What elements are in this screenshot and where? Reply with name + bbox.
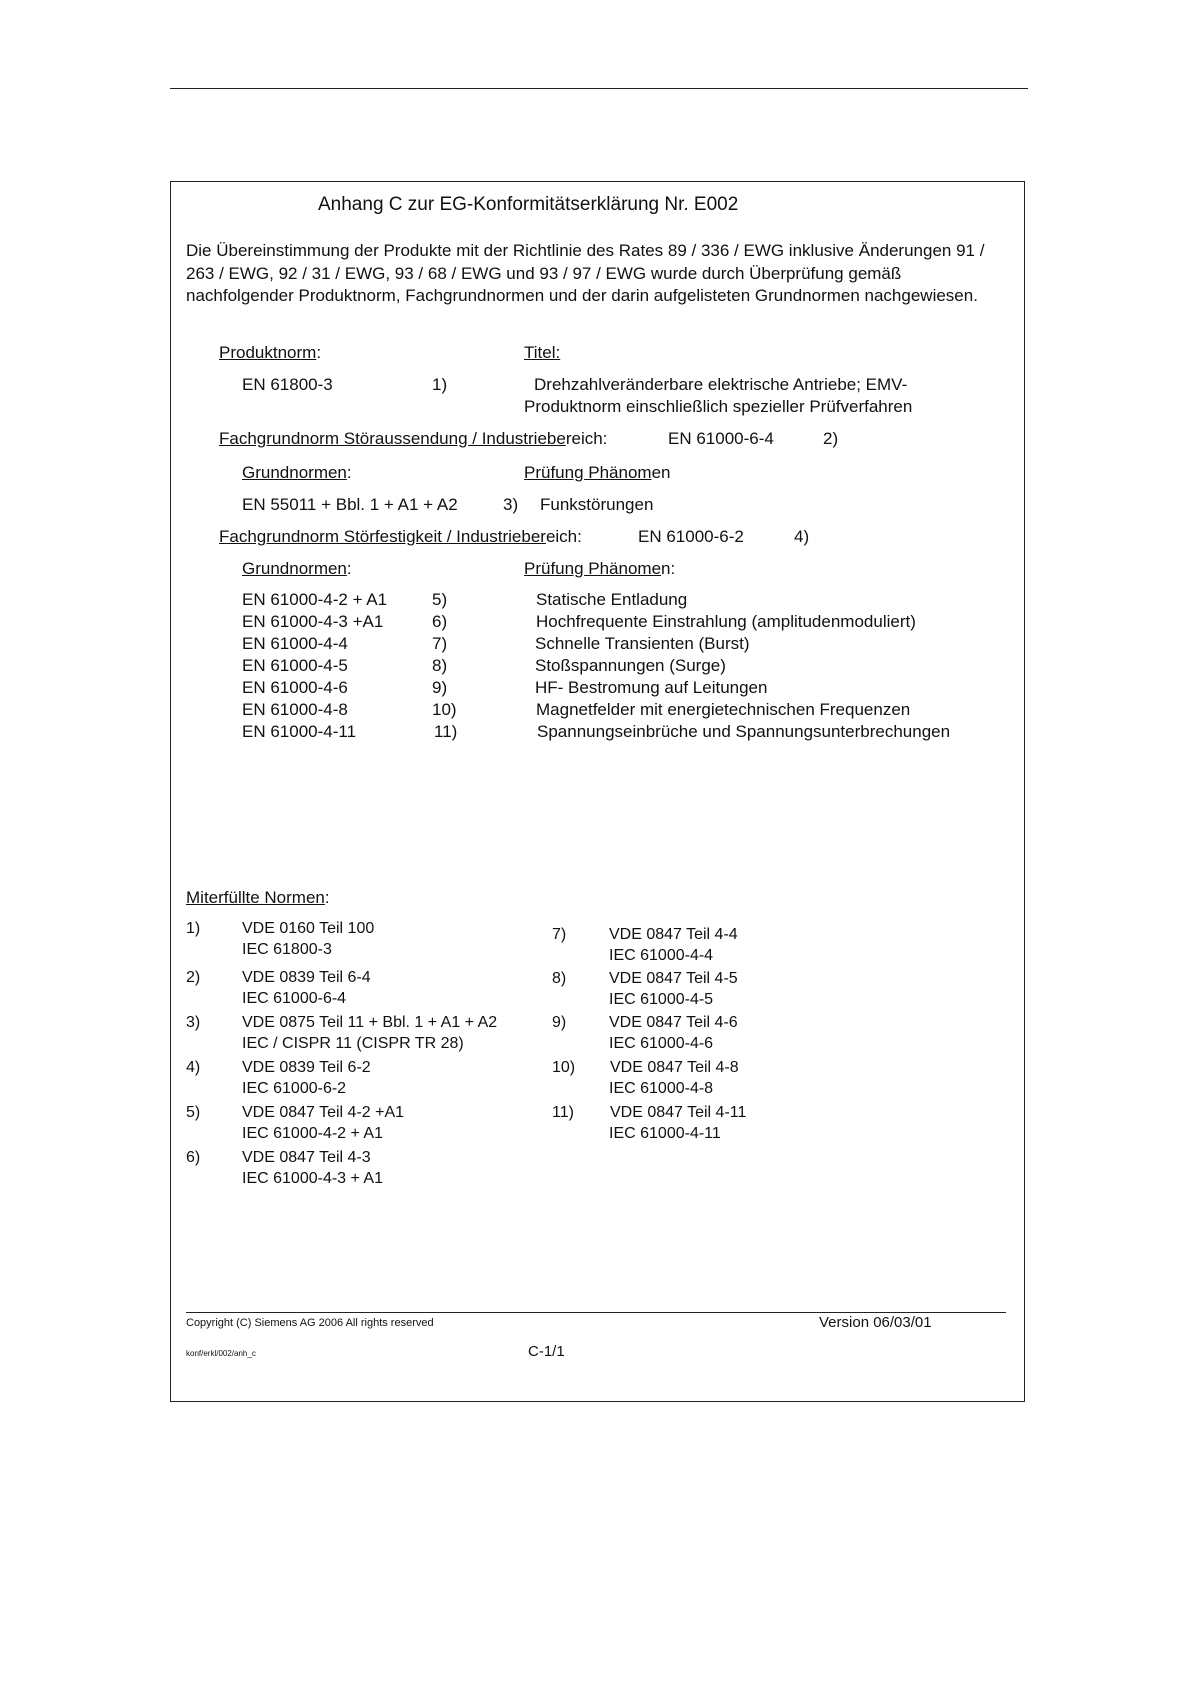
miterfuellt-num: 5): [186, 1104, 201, 1121]
miterfuellt-num: 8): [552, 970, 567, 987]
grundnorm-row-ref: 11): [434, 722, 458, 741]
miterfuellt-line2: IEC 61000-4-3 + A1: [242, 1170, 383, 1187]
miterfuellt-line1: VDE 0839 Teil 6-2: [242, 1059, 371, 1076]
miterfuellte-normen-heading: Miterfüllte Normen:: [186, 888, 330, 907]
grundnorm-row-norm: EN 61000-4-3 +A1: [242, 612, 384, 631]
miterfuellt-line1: VDE 0847 Teil 4-6: [609, 1014, 738, 1031]
miterfuellt-num: 1): [186, 920, 201, 937]
grundnorm-row-norm: EN 61000-4-5: [242, 656, 348, 675]
grundnormen-heading-2: Grundnormen:: [242, 559, 352, 578]
grundnorm-row-norm: EN 61000-4-8: [242, 700, 348, 719]
titel-heading: Titel:: [524, 343, 561, 362]
fachgrundnorm-stoeraussendung-norm: EN 61000-6-4: [668, 429, 774, 448]
grundnorm-en55011: EN 55011 + Bbl. 1 + A1 + A2: [242, 495, 458, 514]
miterfuellt-line1: VDE 0847 Teil 4-8: [610, 1059, 739, 1076]
miterfuellt-line2: IEC 61800-3: [242, 941, 332, 958]
grundnormen-heading-1: Grundnormen:: [242, 463, 352, 482]
miterfuellt-line1: VDE 0160 Teil 100: [242, 920, 375, 937]
miterfuellt-line1: VDE 0847 Teil 4-4: [609, 926, 738, 943]
miterfuellt-num: 6): [186, 1149, 201, 1166]
grundnorm-row-phenomenon: Stoßspannungen (Surge): [535, 656, 726, 675]
footer-page-number: C-1/1: [528, 1343, 565, 1360]
footer-docref: konf/erkl/002/anh_c: [186, 1349, 256, 1358]
pruefung-phaenomen-heading-1: Prüfung Phänomen: [524, 463, 671, 482]
produktnorm-heading: Produktnorm:: [219, 343, 322, 362]
grundnorm-row-norm: EN 61000-4-6: [242, 678, 348, 697]
fachgrundnorm-stoerfestigkeit-norm: EN 61000-6-2: [638, 527, 744, 546]
miterfuellt-line2: IEC 61000-4-8: [609, 1080, 714, 1097]
miterfuellt-num: 11): [552, 1104, 574, 1121]
miterfuellt-num: 10): [552, 1059, 576, 1076]
grundnorm-row-norm: EN 61000-4-2 + A1: [242, 590, 388, 609]
produktnorm-value: EN 61800-3: [242, 375, 333, 394]
grundnorm-row-ref: 5): [432, 590, 448, 609]
miterfuellt-line2: IEC / CISPR 11 (CISPR TR 28): [242, 1035, 464, 1052]
grundnorm-row-ref: 7): [432, 634, 448, 653]
grundnorm-en55011-ref: 3): [503, 495, 519, 514]
miterfuellt-line2: IEC 61000-4-2 + A1: [242, 1125, 383, 1142]
document-frame: [170, 181, 1025, 1402]
miterfuellt-num: 7): [552, 926, 567, 943]
miterfuellt-num: 3): [186, 1014, 201, 1031]
miterfuellt-line1: VDE 0839 Teil 6-4: [242, 969, 371, 986]
miterfuellt-line2: IEC 61000-4-6: [609, 1035, 714, 1052]
pruefung-phaenomen-heading-2: Prüfung Phänomen:: [524, 559, 676, 578]
miterfuellt-line2: IEC 61000-4-4: [609, 947, 714, 964]
grundnorm-row-phenomenon: Magnetfelder mit energietechnischen Frequenzen: [536, 700, 911, 719]
grundnorm-row-phenomenon: Spannungseinbrüche und Spannungsunterbrechungen: [537, 722, 951, 741]
fachgrundnorm-stoerfestigkeit-ref: 4): [794, 527, 810, 546]
fachgrundnorm-stoeraussendung-heading: Fachgrundnorm Störaussendung / Industriebereich:: [219, 429, 608, 448]
grundnorm-row-ref: 8): [432, 656, 448, 675]
produktnorm-title-line2: Produktnorm einschließlich spezieller Prüfverfahren: [524, 397, 913, 416]
miterfuellt-line2: IEC 61000-6-4: [242, 990, 347, 1007]
miterfuellt-line2: IEC 61000-4-5: [609, 991, 714, 1008]
grundnorm-en55011-phenomenon: Funkstörungen: [540, 495, 654, 514]
miterfuellt-num: 9): [552, 1014, 567, 1031]
miterfuellt-line2: IEC 61000-4-11: [609, 1125, 721, 1142]
grundnorm-row-ref: 10): [432, 700, 457, 719]
miterfuellt-line1: VDE 0847 Teil 4-11: [610, 1104, 747, 1121]
grundnorm-row-norm: EN 61000-4-11: [242, 722, 357, 741]
grundnorm-row-norm: EN 61000-4-4: [242, 634, 348, 653]
footer-copyright: Copyright (C) Siemens AG 2006 All rights reserved: [186, 1317, 434, 1329]
miterfuellt-line2: IEC 61000-6-2: [242, 1080, 347, 1097]
miterfuellt-line1: VDE 0875 Teil 11 + Bbl. 1 + A1 + A2: [242, 1014, 498, 1031]
top-rule: [170, 88, 1028, 89]
intro-paragraph: Die Übereinstimmung der Produkte mit der Richtlinie des Rates 89 / 336 / EWG inklusive Änderungen 91 / 263 / EWG, 92 / 31 / EWG, 93 / 68 / EWG und 93 / 97 / EWG wurde durch Überprüfung gemäß nachfolgender Produktnorm, Fachgrundnormen und der darin aufgelisteten Grundnormen nachgewiesen.: [186, 241, 985, 306]
miterfuellt-line1: VDE 0847 Teil 4-3: [242, 1149, 371, 1166]
miterfuellt-num: 2): [186, 969, 201, 986]
miterfuellt-num: 4): [186, 1059, 201, 1076]
fachgrundnorm-stoeraussendung-ref: 2): [823, 429, 839, 448]
grundnorm-row-phenomenon: Schnelle Transienten (Burst): [535, 634, 750, 653]
grundnorm-row-phenomenon: Statische Entladung: [536, 590, 688, 609]
footer-rule: [186, 1312, 1006, 1313]
miterfuellt-line1: VDE 0847 Teil 4-2 +A1: [242, 1104, 405, 1121]
miterfuellt-line1: VDE 0847 Teil 4-5: [609, 970, 738, 987]
produktnorm-ref: 1): [432, 375, 448, 394]
footer-version: Version 06/03/01: [819, 1314, 932, 1331]
grundnorm-row-phenomenon: HF- Bestromung auf Leitungen: [535, 678, 768, 697]
grundnorm-row-ref: 6): [432, 612, 448, 631]
page-title: Anhang C zur EG-Konformitätserklärung Nr. E002: [318, 194, 739, 215]
grundnorm-row-phenomenon: Hochfrequente Einstrahlung (amplitudenmoduliert): [536, 612, 916, 631]
grundnorm-row-ref: 9): [432, 678, 448, 697]
produktnorm-title-line1: Drehzahlveränderbare elektrische Antriebe; EMV-: [534, 375, 908, 394]
fachgrundnorm-stoerfestigkeit-heading: Fachgrundnorm Störfestigkeit / Industriebereich:: [219, 527, 582, 546]
